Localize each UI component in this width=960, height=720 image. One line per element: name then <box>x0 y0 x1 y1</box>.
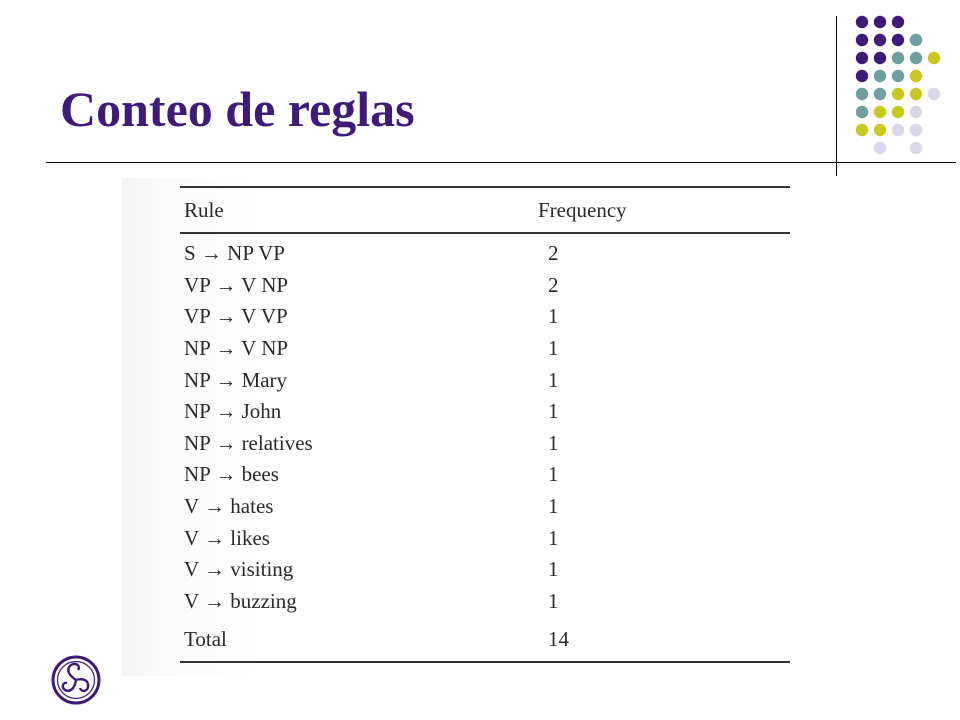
rule-cell: VP → V VP <box>184 304 288 329</box>
table-row <box>180 333 790 365</box>
frequency-cell: 2 <box>548 241 559 266</box>
decorative-dot <box>928 88 940 100</box>
table-row <box>180 586 790 618</box>
decorative-dot <box>874 16 886 28</box>
table-row <box>180 396 790 428</box>
table-row <box>180 270 790 302</box>
decorative-dot <box>856 70 868 82</box>
decorative-dot <box>892 34 904 46</box>
frequency-cell: 1 <box>548 525 559 550</box>
decorative-dot <box>856 34 868 46</box>
decorative-dot <box>874 70 886 82</box>
header-horizontal-divider <box>46 162 956 163</box>
rule-cell: V → hates <box>184 494 274 519</box>
decorative-dot <box>856 88 868 100</box>
total-value: 14 <box>530 617 790 662</box>
column-header-frequency: Frequency <box>530 187 790 233</box>
frequency-cell: 2 <box>548 272 559 297</box>
table-total-row <box>180 617 790 662</box>
decorative-dot <box>856 52 868 64</box>
rule-cell: V → likes <box>184 525 270 550</box>
decorative-dot <box>910 52 922 64</box>
frequency-cell: 1 <box>548 462 559 487</box>
decorative-dot <box>892 106 904 118</box>
frequency-cell: 1 <box>548 304 559 329</box>
table-row <box>180 364 790 396</box>
decorative-dot-grid <box>0 0 960 180</box>
decorative-dot <box>874 88 886 100</box>
table-header-row <box>180 187 790 233</box>
rule-cell: VP → V NP <box>184 272 289 297</box>
decorative-dot <box>874 124 886 136</box>
rule-cell: NP → Mary <box>184 367 288 392</box>
frequency-cell: 1 <box>548 494 559 519</box>
decorative-dot <box>892 70 904 82</box>
decorative-dot <box>910 106 922 118</box>
slide-title: Conteo de reglas <box>60 81 415 137</box>
decorative-dot <box>928 52 940 64</box>
decorative-dot <box>874 142 886 154</box>
table-row <box>180 459 790 491</box>
frequency-cell: 1 <box>548 588 559 613</box>
frequency-cell: 1 <box>548 430 559 455</box>
column-header-rule: Rule <box>180 187 530 233</box>
rule-cell: S → NP VP <box>184 241 285 266</box>
decorative-dot <box>892 124 904 136</box>
rule-cell: NP → bees <box>184 462 279 487</box>
decorative-dot <box>892 88 904 100</box>
frequency-cell: 1 <box>548 557 559 582</box>
decorative-dot <box>856 106 868 118</box>
table-row <box>180 522 790 554</box>
decorative-dot <box>910 124 922 136</box>
decorative-dot <box>874 52 886 64</box>
decorative-dot <box>856 124 868 136</box>
table-row <box>180 491 790 523</box>
header-vertical-divider <box>836 16 837 176</box>
decorative-dot <box>910 34 922 46</box>
decorative-dot <box>856 16 868 28</box>
frequency-cell: 1 <box>548 367 559 392</box>
decorative-dot <box>874 34 886 46</box>
table-row <box>180 554 790 586</box>
table-row <box>180 233 790 270</box>
total-label: Total <box>180 617 530 662</box>
rule-cell: V → visiting <box>184 557 294 582</box>
rule-cell: NP → V NP <box>184 336 289 361</box>
decorative-dot <box>874 106 886 118</box>
table-row <box>180 301 790 333</box>
frequency-cell: 1 <box>548 336 559 361</box>
celtic-triskele-logo-icon <box>50 654 102 706</box>
rule-frequency-table <box>180 186 790 663</box>
rule-cell: NP → relatives <box>184 430 313 455</box>
table-row <box>180 428 790 460</box>
decorative-dot <box>892 52 904 64</box>
decorative-dot <box>892 16 904 28</box>
rule-cell: NP → John <box>184 399 282 424</box>
decorative-dot <box>910 88 922 100</box>
rule-cell: V → buzzing <box>184 588 297 613</box>
decorative-dot <box>910 70 922 82</box>
decorative-dot <box>910 142 922 154</box>
frequency-cell: 1 <box>548 399 559 424</box>
